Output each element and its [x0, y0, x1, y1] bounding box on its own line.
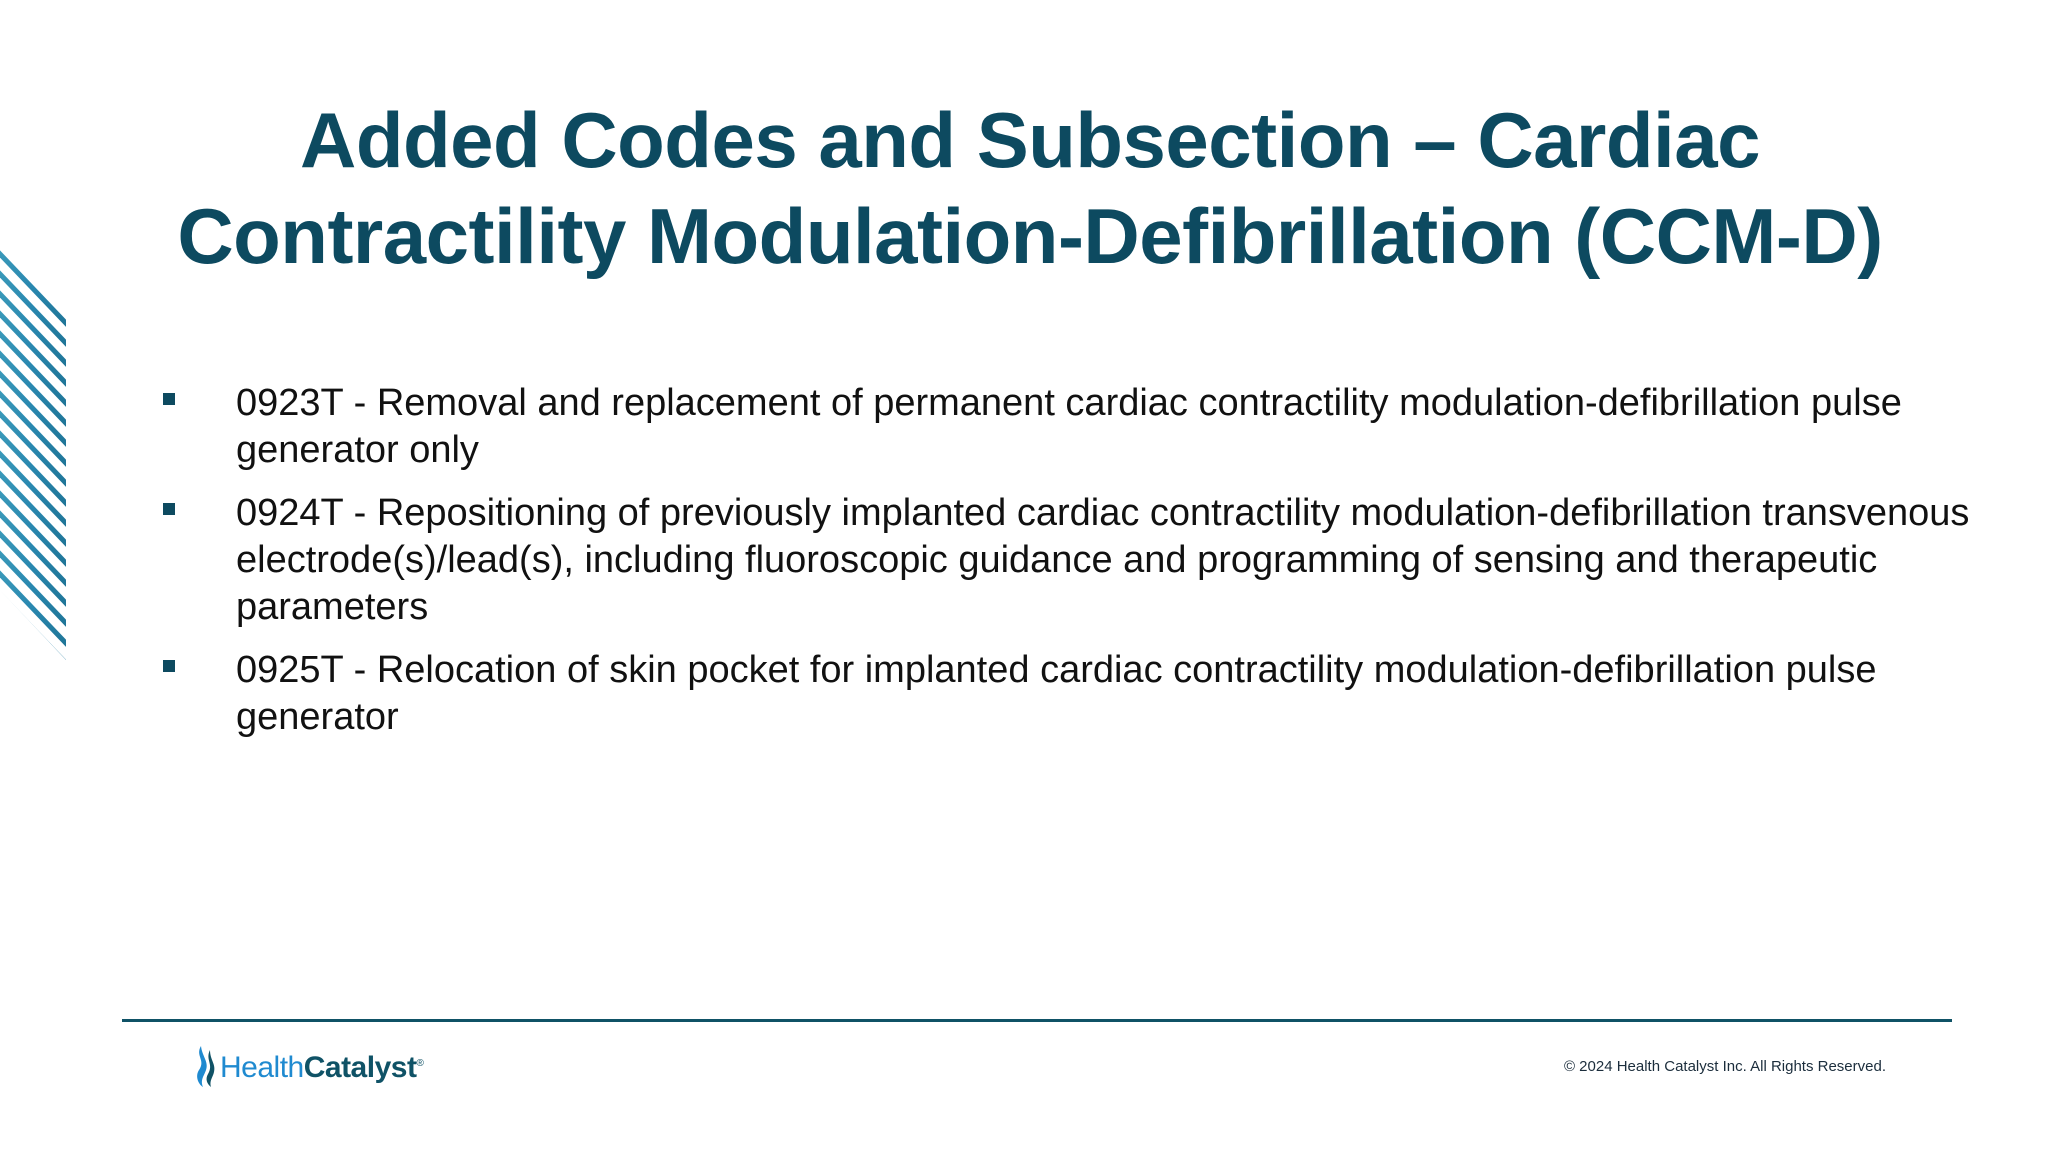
logo-health-text: Health	[220, 1051, 304, 1084]
bullet-item-0925t	[158, 647, 1988, 741]
bullet-list	[158, 380, 1988, 757]
bullet-text: 0925T - Relocation of skin pocket for implanted cardiac contractility modulation-defibrillation pulse generator	[236, 649, 1877, 738]
bullet-text: 0923T - Removal and replacement of permanent cardiac contractility modulation-defibrillation pulse generator only	[236, 382, 1902, 471]
square-bullet-icon	[163, 660, 175, 672]
logo-catalyst-text: Catalyst	[303, 1051, 417, 1084]
flame-icon	[192, 1044, 218, 1088]
decorative-stripes	[0, 210, 66, 660]
bullet-text: 0924T - Repositioning of previously implanted cardiac contractility modulation-defibrillation transvenous electrode(s)/lead(s), including fluoroscopic guidance and programming of sensing and therapeutic parameters	[236, 492, 1970, 628]
copyright-notice: © 2024 Health Catalyst Inc. All Rights Reserved.	[1563, 1058, 1886, 1075]
footer-divider	[122, 1019, 1952, 1022]
logo-trademark: ®	[416, 1058, 424, 1069]
slide-title: Added Codes and Subsection – Cardiac Contractility Modulation-Defibrillation (CCM-D)	[177, 96, 1883, 280]
square-bullet-icon	[163, 393, 175, 405]
bullet-item-0923t	[158, 380, 1988, 474]
bullet-item-0924t	[158, 490, 1988, 631]
square-bullet-icon	[163, 503, 175, 515]
health-catalyst-logo	[192, 1044, 423, 1088]
